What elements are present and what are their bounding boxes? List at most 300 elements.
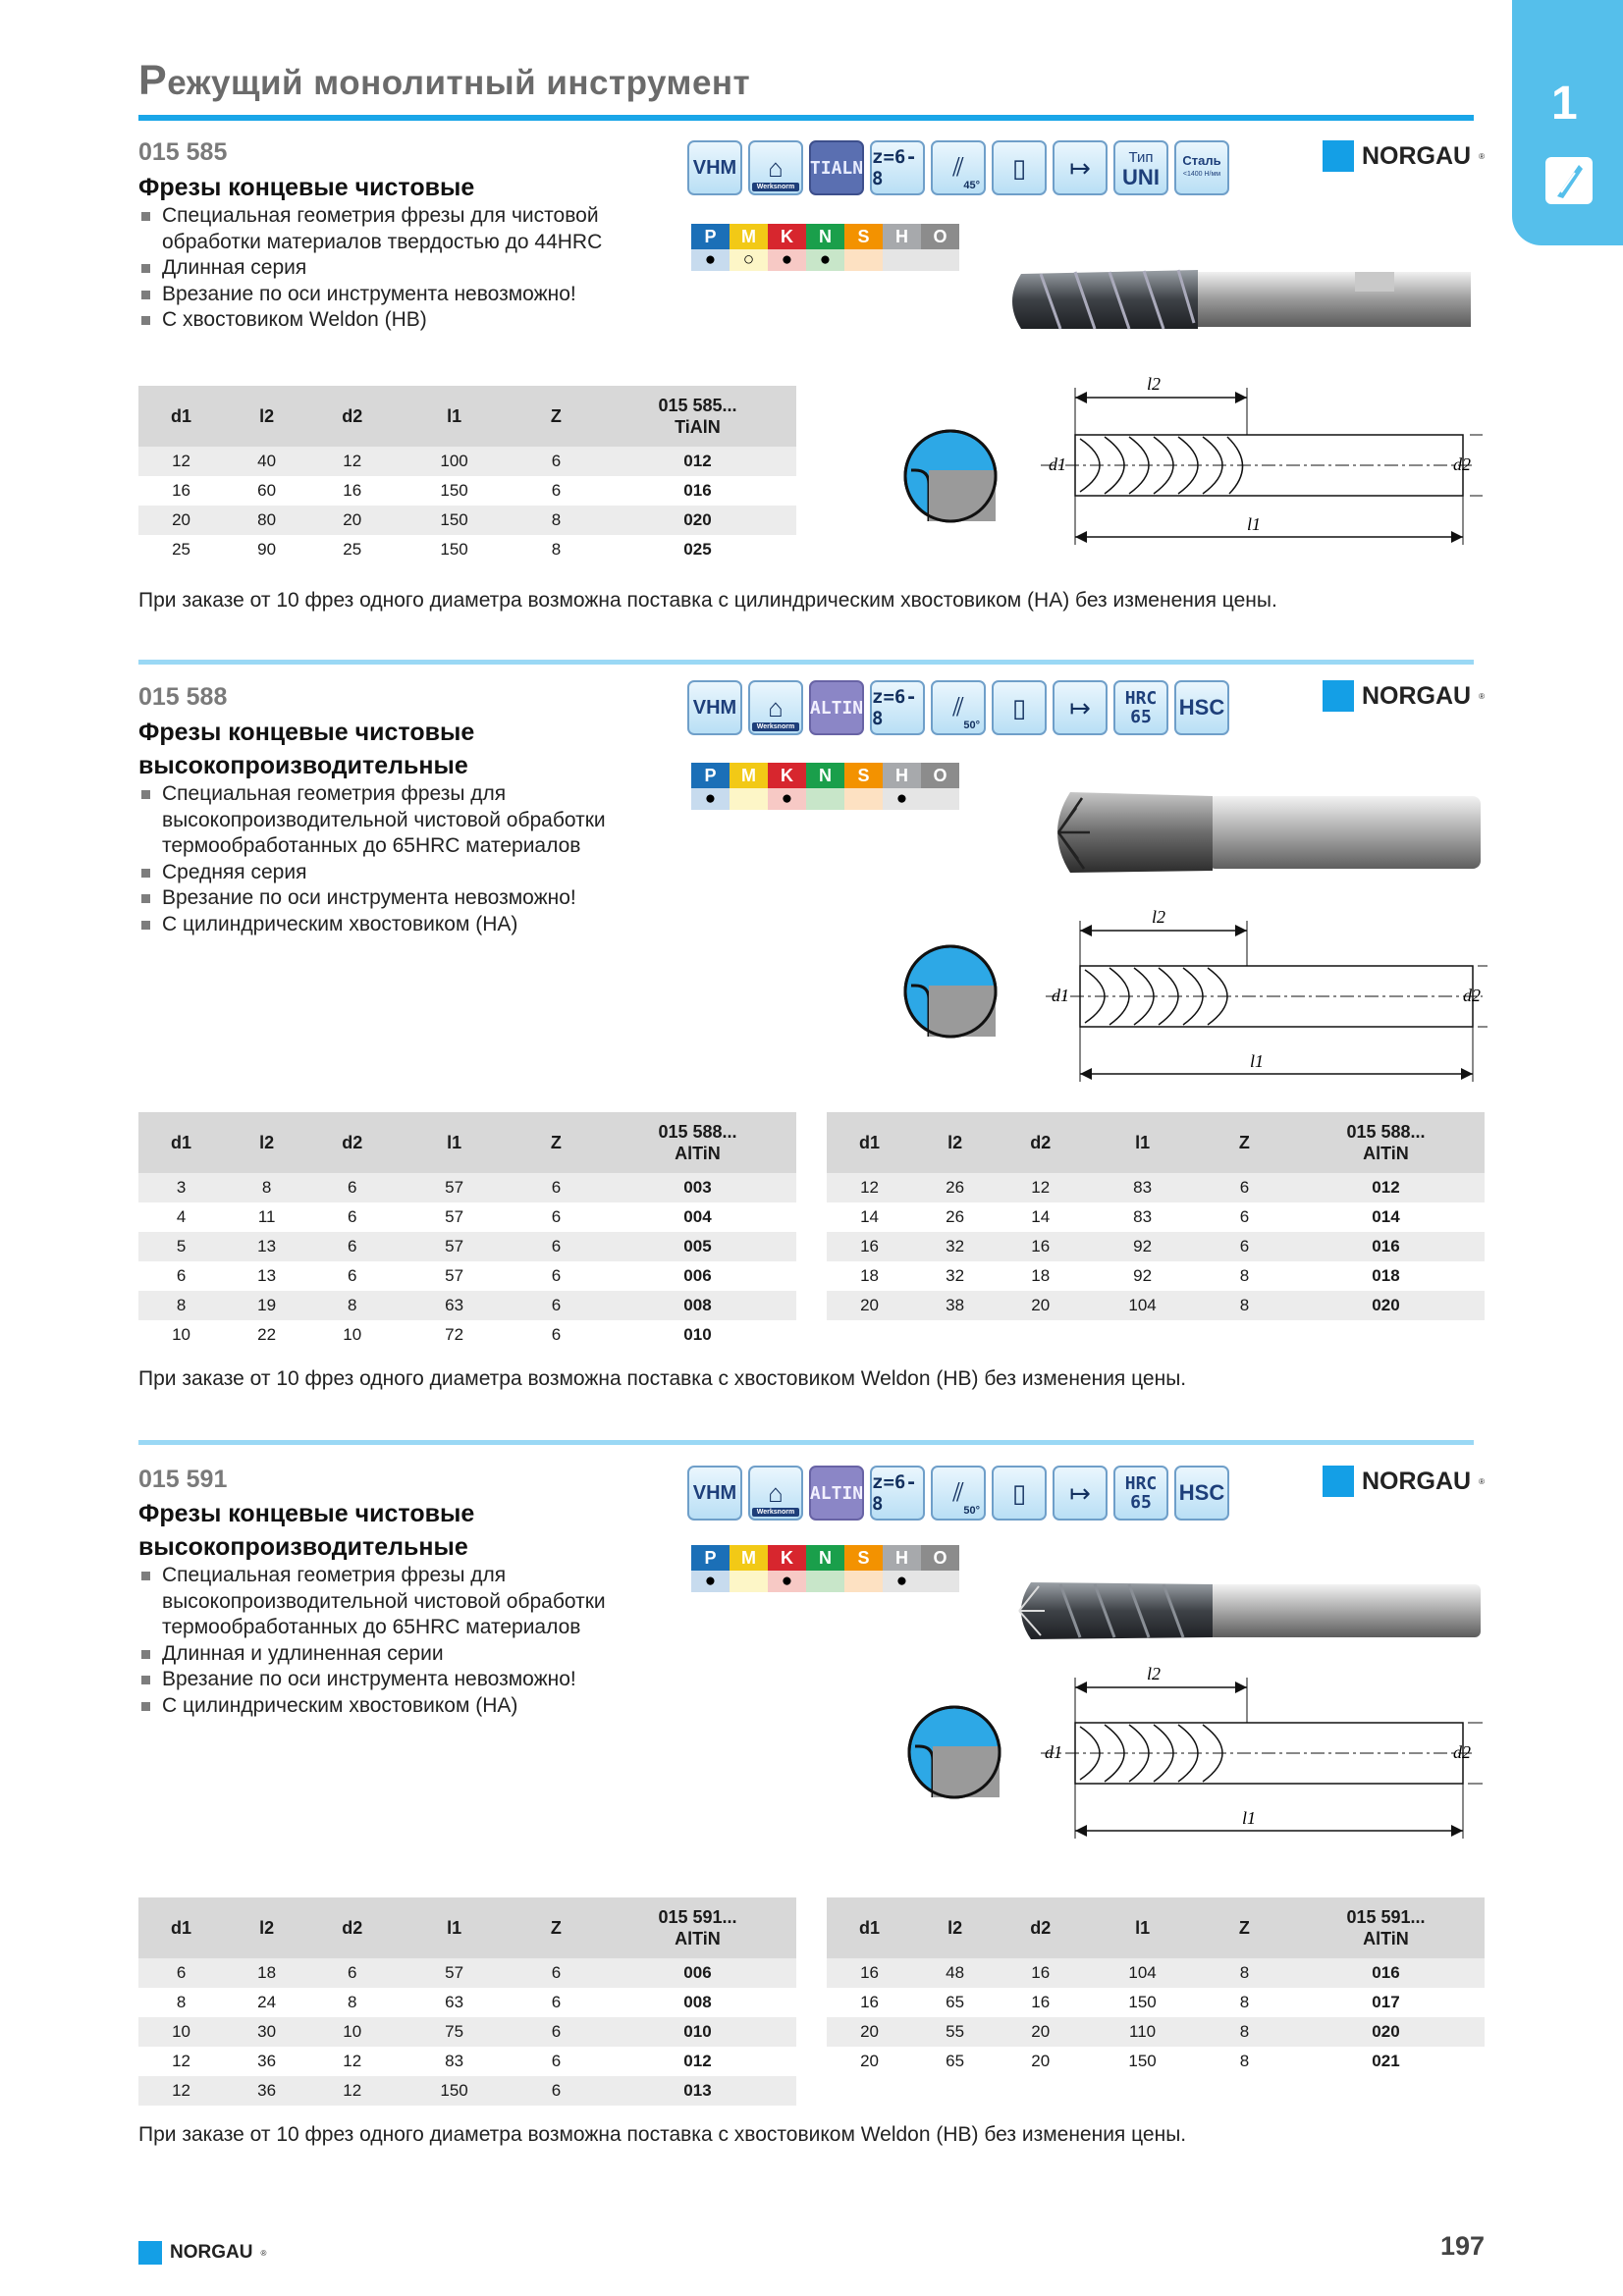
table-cell: 12 — [138, 2076, 224, 2106]
column-header: l1 — [1083, 1112, 1202, 1173]
column-header: l1 — [1083, 1897, 1202, 1958]
product-code: 015 591 — [138, 1466, 228, 1493]
material-grid — [691, 763, 959, 810]
table-cell: 25 — [172, 540, 190, 559]
table-row — [138, 1320, 796, 1350]
weldon-shank-icon: ▯ — [992, 140, 1047, 195]
table-row — [827, 1261, 1485, 1291]
table-cell: 83 — [445, 2052, 464, 2070]
section-divider — [138, 660, 1474, 665]
column-header: Z — [514, 1112, 599, 1173]
footer-logo: NORGAU ® — [138, 2241, 266, 2265]
order-note: При заказе от 10 фрез одного диаметра возможна поставка с цилиндрическим хвостовиком (НА) без изменения цены. — [138, 589, 1277, 612]
table-row — [138, 1291, 796, 1320]
table-cell: 60 — [257, 481, 277, 500]
spec-table — [138, 1112, 796, 1350]
material-m-mark — [730, 788, 768, 810]
table-cell: 20 — [827, 2017, 912, 2047]
factory-standard-icon: ⌂ Werksnorm — [748, 680, 803, 735]
l1-label: l1 — [1242, 1808, 1257, 1828]
table-cell: 8 — [1239, 1993, 1250, 2011]
norgau-logo: NORGAU ® — [1323, 1466, 1485, 1497]
column-header: d1 — [827, 1112, 912, 1173]
order-code-prefix: 015 591... — [658, 1907, 737, 1927]
product-code: 015 588 — [138, 683, 228, 711]
table-cell: 6 — [309, 1958, 395, 1988]
table-row — [827, 1291, 1485, 1320]
table-cell: 20 — [138, 506, 224, 535]
table-cell: 12 — [998, 1173, 1083, 1202]
column-header: Z — [1202, 1897, 1287, 1958]
table-cell: 55 — [912, 2017, 998, 2047]
table-cell: 6 — [176, 1266, 187, 1285]
table-cell: 92 — [1133, 1266, 1153, 1285]
product-title: Фрезы концевые чистовые — [138, 174, 475, 201]
table-cell: 16 — [998, 1958, 1083, 1988]
column-header: Z — [514, 1897, 599, 1958]
title-rule — [138, 115, 1474, 121]
table-cell: 83 — [1083, 1173, 1202, 1202]
column-header-order-code — [599, 1112, 796, 1173]
column-header: d2 — [998, 1897, 1083, 1958]
order-code-cell: 021 — [1372, 2052, 1400, 2070]
table-cell: 12 — [309, 2076, 395, 2106]
table-cell: 8 — [176, 1993, 187, 2011]
page-number: 197 — [1440, 2231, 1486, 2261]
factory-standard-icon: ⌂ Werksnorm — [748, 1466, 803, 1521]
order-code-prefix: 015 585... — [658, 396, 737, 415]
table-cell: 6 — [348, 1266, 357, 1285]
table-cell: 57 — [395, 1173, 514, 1202]
column-header: Z — [514, 386, 599, 447]
material-k-mark: ● — [768, 788, 806, 810]
table-cell: 18 — [224, 1958, 309, 1988]
table-cell: 6 — [138, 1958, 224, 1988]
order-code-cell: 005 — [599, 1232, 796, 1261]
material-m-label: M — [730, 1545, 768, 1571]
order-code-cell: 025 — [683, 540, 712, 559]
material-h-label: H — [883, 224, 921, 249]
column-header: l2 — [224, 1112, 309, 1173]
table-cell: 63 — [395, 1291, 514, 1320]
order-code-cell: 018 — [1372, 1266, 1400, 1285]
table-cell: 8 — [138, 1291, 224, 1320]
tool-dimension-drawing — [1021, 1652, 1483, 1839]
table-row — [827, 2017, 1485, 2047]
table-cell: 150 — [395, 2076, 514, 2106]
column-header: l2 — [912, 1897, 998, 1958]
table-cell: 6 — [551, 1266, 562, 1285]
table-cell: 16 — [827, 1958, 912, 1988]
order-code-cell: 010 — [683, 1325, 712, 1344]
d2-label: d2 — [1463, 986, 1481, 1005]
cross-section-icon — [901, 427, 1000, 525]
order-code-cell: 006 — [599, 1958, 796, 1988]
l2-label: l2 — [1152, 907, 1166, 927]
table-cell: 11 — [257, 1207, 276, 1226]
feature-item: Врезание по оси инструмента невозможно! — [138, 282, 688, 308]
order-code-cell: 012 — [599, 447, 796, 476]
feature-item: Специальная геометрия фрезы для чистовой обработки материалов твердостью до 44HRC — [138, 203, 688, 255]
table-cell: 24 — [257, 1993, 277, 2011]
table-cell: 48 — [912, 1958, 998, 1988]
table-cell: 6 — [309, 1232, 395, 1261]
table-cell: 8 — [224, 1173, 309, 1202]
material-o-label: O — [921, 1545, 959, 1571]
cross-section-icon — [905, 1703, 1003, 1801]
tool-dimension-drawing — [1026, 895, 1488, 1082]
table-row — [827, 2047, 1485, 2076]
order-code-cell: 012 — [683, 2052, 712, 2070]
material-p-label: P — [691, 224, 730, 249]
material-m-mark: ○ — [730, 249, 768, 271]
table-cell: 6 — [551, 481, 562, 500]
material-o-label: O — [921, 763, 959, 788]
material-grid — [691, 224, 959, 271]
table-cell: 57 — [395, 1232, 514, 1261]
table-cell: 14 — [860, 1207, 879, 1226]
coating-name: AlTiN — [1363, 1144, 1409, 1163]
table-cell: 6 — [514, 2076, 599, 2106]
table-cell: 57 — [395, 1958, 514, 1988]
order-code-cell: 004 — [683, 1207, 712, 1226]
order-code-cell: 008 — [683, 1993, 712, 2011]
material-s-label: S — [844, 1545, 883, 1571]
coating-icon: ALTIN — [809, 680, 864, 735]
tool-type-icon: Тип UNI — [1113, 140, 1168, 195]
material-m-mark — [730, 1571, 768, 1592]
spec-table — [827, 1112, 1485, 1320]
order-code-cell: 006 — [683, 1266, 712, 1285]
material-p-mark: ● — [691, 788, 730, 810]
table-cell: 104 — [1083, 1291, 1202, 1320]
column-header: l2 — [224, 386, 309, 447]
column-header: d2 — [998, 1112, 1083, 1173]
table-row — [827, 1958, 1485, 1988]
table-cell: 110 — [1083, 2017, 1202, 2047]
material-s-label: S — [844, 224, 883, 249]
column-header: d2 — [309, 1897, 395, 1958]
column-header: d2 — [309, 386, 395, 447]
table-row — [827, 1232, 1485, 1261]
order-code-cell: 016 — [1287, 1232, 1485, 1261]
material-p-label: P — [691, 1545, 730, 1571]
table-cell: 57 — [445, 1207, 464, 1226]
order-code-cell: 008 — [599, 1291, 796, 1320]
feature-list — [138, 203, 688, 334]
table-cell: 8 — [514, 506, 599, 535]
table-cell: 10 — [343, 1325, 362, 1344]
property-icons — [687, 140, 1229, 195]
table-cell: 10 — [138, 2017, 224, 2047]
material-s-mark — [844, 1571, 883, 1592]
helix-angle-icon: ⫽ 45° — [931, 140, 986, 195]
table-cell: 16 — [172, 481, 190, 500]
table-cell: 38 — [912, 1291, 998, 1320]
vhm-carbide-icon: VHM — [687, 140, 742, 195]
table-cell: 8 — [1202, 2017, 1287, 2047]
cylindrical-shank-icon: ▯ — [992, 680, 1047, 735]
order-code-cell: 003 — [599, 1173, 796, 1202]
tool-photo — [1011, 1571, 1483, 1649]
material-h-mark: ● — [883, 788, 921, 810]
order-code-cell: 017 — [1372, 1993, 1400, 2011]
table-cell: 8 — [1202, 1958, 1287, 1988]
order-note: При заказе от 10 фрез одного диаметра возможна поставка с хвостовиком Weldon (НВ) без изменения цены. — [138, 1367, 1187, 1390]
section-tab-number: 1 — [1551, 78, 1578, 130]
table-row — [827, 1988, 1485, 2017]
helix-angle-icon: ⫽ 50° — [931, 1466, 986, 1521]
order-code-cell: 012 — [1287, 1173, 1485, 1202]
table-cell: 16 — [343, 481, 362, 500]
product-title: Фрезы концевые чистовые высокопроизводительные — [138, 719, 475, 779]
order-code-cell: 013 — [599, 2076, 796, 2106]
feature-item: Длинная и удлиненная серии — [138, 1641, 688, 1668]
table-cell: 6 — [348, 1207, 357, 1226]
table-cell: 19 — [224, 1291, 309, 1320]
table-cell: 150 — [440, 540, 468, 559]
table-cell: 22 — [257, 1325, 277, 1344]
table-cell: 12 — [343, 2052, 362, 2070]
table-cell: 8 — [348, 1993, 357, 2011]
table-cell: 65 — [946, 2052, 965, 2070]
cross-section-icon — [901, 942, 1000, 1041]
material-h-mark: ● — [883, 1571, 921, 1592]
no-plunge-icon: ↦ — [1053, 140, 1108, 195]
table-cell: 8 — [1202, 1291, 1287, 1320]
table-cell: 5 — [138, 1232, 224, 1261]
material-p-mark: ● — [691, 249, 730, 271]
table-row — [138, 506, 796, 535]
table-cell: 10 — [172, 1325, 190, 1344]
table-cell: 18 — [1031, 1266, 1051, 1285]
table-cell: 10 — [309, 2017, 395, 2047]
order-code-cell: 020 — [599, 506, 796, 535]
material-o-mark — [921, 1571, 959, 1592]
column-header: d1 — [138, 1112, 224, 1173]
order-code-cell: 014 — [1372, 1207, 1400, 1226]
d1-label: d1 — [1045, 1742, 1062, 1762]
table-cell: 20 — [998, 2017, 1083, 2047]
table-cell: 65 — [946, 1993, 965, 2011]
table-cell: 6 — [1239, 1207, 1250, 1226]
table-cell: 80 — [224, 506, 309, 535]
table-row — [138, 1988, 796, 2017]
norgau-logo: NORGAU ® — [1323, 140, 1485, 172]
factory-standard-icon: ⌂ Werksnorm — [748, 140, 803, 195]
no-plunge-icon: ↦ — [1053, 1466, 1108, 1521]
tool-dimension-drawing — [1021, 368, 1483, 545]
table-row — [138, 476, 796, 506]
table-cell: 26 — [946, 1207, 965, 1226]
table-cell: 8 — [1239, 1266, 1250, 1285]
section-divider — [138, 1440, 1474, 1445]
tool-photo — [1001, 250, 1473, 339]
table-cell: 150 — [395, 506, 514, 535]
vhm-carbide-icon: VHM — [687, 680, 742, 735]
material-k-label: K — [768, 224, 806, 249]
table-cell: 72 — [445, 1325, 464, 1344]
table-row — [827, 1173, 1485, 1202]
spec-table — [138, 386, 796, 564]
flute-count-icon: z=6-8 — [870, 140, 925, 195]
coating-icon: ALTIN — [809, 1466, 864, 1521]
table-cell: 20 — [827, 1291, 912, 1320]
table-row — [138, 1261, 796, 1291]
table-cell: 150 — [1128, 2052, 1157, 2070]
material-p-mark: ● — [691, 1571, 730, 1592]
feature-list — [138, 1563, 688, 1719]
column-header-order-code — [599, 1897, 796, 1958]
table-cell: 36 — [257, 2052, 277, 2070]
table-cell: 13 — [224, 1232, 309, 1261]
d1-label: d1 — [1052, 986, 1069, 1005]
l2-label: l2 — [1147, 1664, 1162, 1683]
table-cell: 3 — [138, 1173, 224, 1202]
table-cell: 75 — [395, 2017, 514, 2047]
column-header: d1 — [138, 386, 224, 447]
table-row — [138, 1202, 796, 1232]
order-code-cell: 010 — [599, 2017, 796, 2047]
cylindrical-shank-icon: ▯ — [992, 1466, 1047, 1521]
material-n-label: N — [806, 224, 844, 249]
table-cell: 20 — [860, 2052, 879, 2070]
d1-label: d1 — [1049, 454, 1066, 474]
table-cell: 26 — [912, 1173, 998, 1202]
table-cell: 12 — [172, 2052, 190, 2070]
material-n-label: N — [806, 763, 844, 788]
material-n-mark — [806, 788, 844, 810]
column-header: l1 — [395, 1112, 514, 1173]
column-header: Z — [1202, 1112, 1287, 1173]
table-cell: 6 — [514, 447, 599, 476]
table-cell: 83 — [1133, 1207, 1153, 1226]
table-cell: 63 — [445, 1993, 464, 2011]
tool-photo — [1051, 778, 1483, 886]
table-cell: 8 — [551, 540, 562, 559]
order-note: При заказе от 10 фрез одного диаметра возможна поставка с хвостовиком Weldon (НВ) без изменения цены. — [138, 2123, 1187, 2146]
vhm-carbide-icon: VHM — [687, 1466, 742, 1521]
table-cell: 6 — [551, 1325, 562, 1344]
table-cell: 4 — [176, 1207, 187, 1226]
flute-count-icon: z=6-8 — [870, 1466, 925, 1521]
table-cell: 16 — [1031, 1993, 1051, 2011]
table-cell: 92 — [1083, 1232, 1202, 1261]
table-cell: 12 — [827, 1173, 912, 1202]
product-code: 015 585 — [138, 138, 228, 166]
material-k-label: K — [768, 763, 806, 788]
table-cell: 8 — [309, 1291, 395, 1320]
steel-strength-icon: Сталь <1400 Н/мм — [1174, 140, 1229, 195]
material-n-mark: ● — [806, 249, 844, 271]
column-header: d1 — [138, 1897, 224, 1958]
table-cell: 32 — [946, 1266, 965, 1285]
feature-item: Специальная геометрия фрезы для высокопроизводительной чистовой обработки термообработанных до 65HRC материалов — [138, 1563, 688, 1641]
material-o-label: O — [921, 224, 959, 249]
table-cell: 6 — [1202, 1173, 1287, 1202]
material-k-label: K — [768, 1545, 806, 1571]
table-cell: 6 — [551, 1207, 562, 1226]
table-cell: 6 — [514, 1232, 599, 1261]
feature-list — [138, 781, 688, 937]
hardness-icon: HRC 65 — [1113, 1466, 1168, 1521]
table-row — [138, 1958, 796, 1988]
table-cell: 150 — [440, 481, 468, 500]
table-cell: 20 — [309, 506, 395, 535]
table-cell: 14 — [1031, 1207, 1051, 1226]
table-row — [138, 2047, 796, 2076]
table-cell: 32 — [912, 1232, 998, 1261]
feature-item: Средняя серия — [138, 860, 688, 886]
material-m-label: M — [730, 763, 768, 788]
table-cell: 12 — [309, 447, 395, 476]
material-o-mark — [921, 788, 959, 810]
table-cell: 6 — [514, 1173, 599, 1202]
feature-item: Длинная серия — [138, 255, 688, 282]
column-header-order-code — [1287, 1897, 1485, 1958]
table-cell: 36 — [224, 2076, 309, 2106]
spec-table — [138, 1897, 796, 2106]
no-plunge-icon: ↦ — [1053, 680, 1108, 735]
column-header: l2 — [912, 1112, 998, 1173]
hardness-icon: HRC 65 — [1113, 680, 1168, 735]
table-cell: 90 — [257, 540, 277, 559]
material-k-mark: ● — [768, 1571, 806, 1592]
table-cell: 104 — [1083, 1958, 1202, 1988]
d2-label: d2 — [1453, 454, 1471, 474]
table-cell: 18 — [860, 1266, 879, 1285]
table-row — [138, 535, 796, 564]
coating-icon: TIALN — [809, 140, 864, 195]
table-cell: 12 — [138, 447, 224, 476]
l1-label: l1 — [1247, 514, 1262, 534]
table-cell: 6 — [1202, 1232, 1287, 1261]
coating-name: AlTiN — [675, 1929, 721, 1949]
material-h-label: H — [883, 1545, 921, 1571]
table-cell: 6 — [551, 2052, 562, 2070]
order-code-cell: 020 — [1287, 1291, 1485, 1320]
material-grid — [691, 1545, 959, 1592]
column-header: l2 — [224, 1897, 309, 1958]
order-code-prefix: 015 588... — [1346, 1122, 1426, 1142]
material-s-mark — [844, 249, 883, 271]
table-cell: 16 — [998, 1232, 1083, 1261]
table-row — [138, 2017, 796, 2047]
material-p-label: P — [691, 763, 730, 788]
column-header: d2 — [309, 1112, 395, 1173]
coating-name: AlTiN — [1363, 1929, 1409, 1949]
spec-table — [827, 1897, 1485, 2076]
table-cell: 20 — [1031, 2052, 1051, 2070]
table-cell: 57 — [445, 1266, 464, 1285]
feature-item: С цилиндрическим хвостовиком (НА) — [138, 912, 688, 938]
coating-name: TiAlN — [675, 417, 721, 437]
table-row — [138, 1173, 796, 1202]
table-row — [138, 1232, 796, 1261]
column-header-order-code — [599, 386, 796, 447]
table-cell: 6 — [309, 1173, 395, 1202]
table-cell: 8 — [1239, 2052, 1250, 2070]
order-code-cell: 020 — [1287, 2017, 1485, 2047]
norgau-logo: NORGAU ® — [1323, 680, 1485, 712]
table-cell: 150 — [1128, 1993, 1157, 2011]
column-header-order-code — [1287, 1112, 1485, 1173]
column-header: l1 — [395, 1897, 514, 1958]
helix-angle-icon: ⫽ 50° — [931, 680, 986, 735]
order-code-cell: 016 — [1287, 1958, 1485, 1988]
table-row — [138, 2076, 796, 2106]
order-code-cell: 016 — [683, 481, 712, 500]
